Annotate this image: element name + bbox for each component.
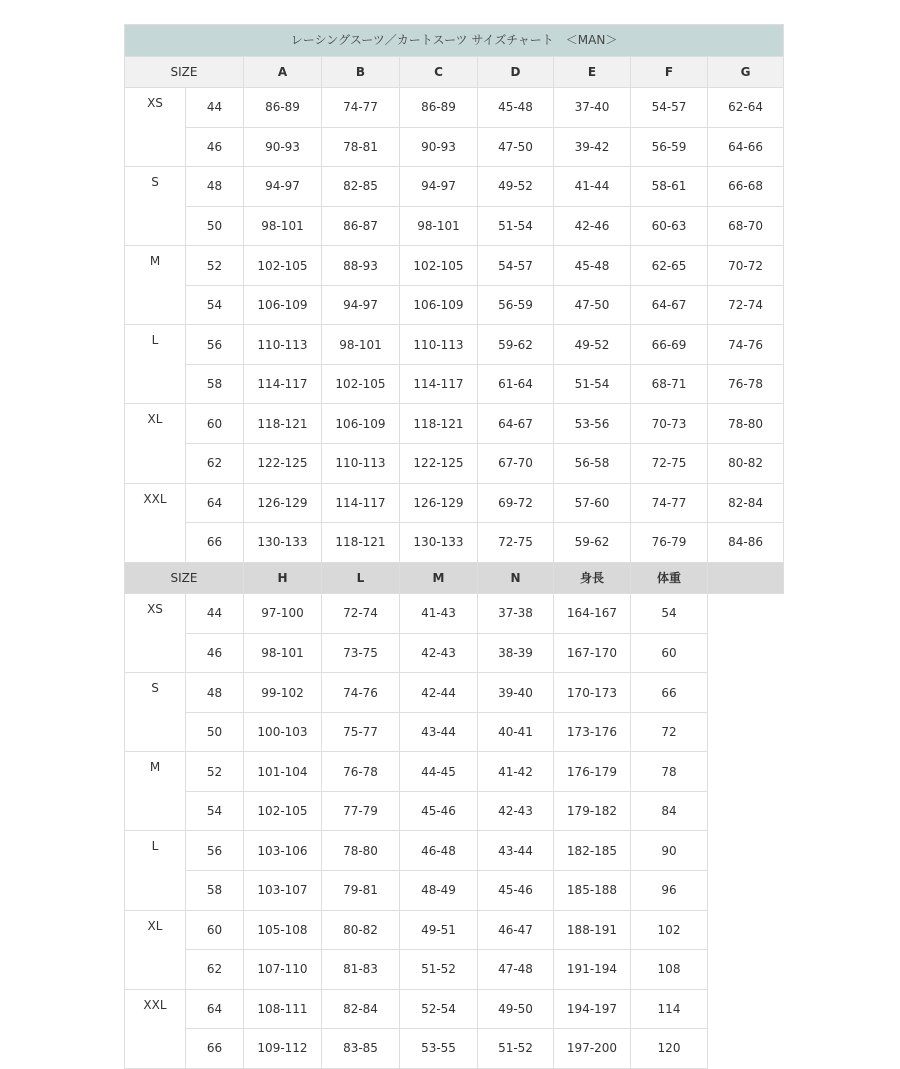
measurement-cell: 80-82 — [708, 444, 784, 484]
measurement-cell: 103-106 — [244, 831, 322, 871]
measurement-cell: 68-70 — [708, 206, 784, 246]
measurement-cell: 60 — [631, 633, 708, 673]
measurement-cell: 106-109 — [322, 404, 400, 444]
measurement-cell: 173-176 — [554, 712, 631, 752]
measurement-cell: 103-107 — [244, 871, 322, 911]
measurement-cell: 98-101 — [244, 206, 322, 246]
empty-cell — [708, 831, 784, 871]
column-header: 体重 — [631, 562, 708, 594]
table-row — [125, 88, 784, 128]
measurement-cell: 102-105 — [322, 364, 400, 404]
measurement-cell: 62-64 — [708, 88, 784, 128]
measurement-cell: 45-48 — [478, 88, 554, 128]
measurement-cell: 118-121 — [322, 523, 400, 563]
measurement-cell: 37-38 — [478, 594, 554, 634]
measurement-cell: 96 — [631, 871, 708, 911]
measurement-cell: 72-75 — [478, 523, 554, 563]
measurement-cell: 42-43 — [478, 791, 554, 831]
column-header: B — [322, 56, 400, 88]
measurement-cell: 110-113 — [400, 325, 478, 365]
measurement-cell: 98-101 — [322, 325, 400, 365]
size-label — [125, 791, 186, 831]
size-label: S — [125, 673, 186, 713]
size-label — [125, 523, 186, 563]
table-row — [125, 633, 784, 673]
table-row — [125, 752, 784, 792]
size-number: 62 — [186, 444, 244, 484]
measurement-cell: 179-182 — [554, 791, 631, 831]
table-row — [125, 712, 784, 752]
measurement-cell: 106-109 — [244, 285, 322, 325]
size-number: 50 — [186, 712, 244, 752]
size-label — [125, 364, 186, 404]
measurement-cell: 47-50 — [554, 285, 631, 325]
measurement-cell: 90 — [631, 831, 708, 871]
size-label — [125, 871, 186, 911]
measurement-cell: 56-59 — [478, 285, 554, 325]
measurement-cell: 45-48 — [554, 246, 631, 286]
measurement-cell: 72-74 — [322, 594, 400, 634]
measurement-cell: 78-80 — [322, 831, 400, 871]
measurement-cell: 126-129 — [400, 483, 478, 523]
measurement-cell: 94-97 — [400, 167, 478, 207]
size-label: S — [125, 167, 186, 207]
empty-cell — [708, 594, 784, 634]
measurement-cell: 88-93 — [322, 246, 400, 286]
measurement-cell: 102-105 — [400, 246, 478, 286]
measurement-cell: 77-79 — [322, 791, 400, 831]
table-row — [125, 127, 784, 167]
measurement-cell: 73-75 — [322, 633, 400, 673]
size-label: XS — [125, 88, 186, 128]
table-row — [125, 483, 784, 523]
measurement-cell: 69-72 — [478, 483, 554, 523]
measurement-cell: 59-62 — [554, 523, 631, 563]
size-label: XXL — [125, 483, 186, 523]
measurement-cell: 68-71 — [631, 364, 708, 404]
size-number: 54 — [186, 285, 244, 325]
measurement-cell: 98-101 — [244, 633, 322, 673]
measurement-cell: 54 — [631, 594, 708, 634]
measurement-cell: 176-179 — [554, 752, 631, 792]
table-row — [125, 523, 784, 563]
size-number: 58 — [186, 364, 244, 404]
column-header: 身長 — [554, 562, 631, 594]
size-number: 62 — [186, 950, 244, 990]
measurement-cell: 53-55 — [400, 1029, 478, 1069]
table-row — [125, 404, 784, 444]
table-row — [125, 831, 784, 871]
measurement-cell: 42-43 — [400, 633, 478, 673]
measurement-cell: 90-93 — [244, 127, 322, 167]
measurement-cell: 52-54 — [400, 989, 478, 1029]
measurement-cell: 45-46 — [400, 791, 478, 831]
measurement-cell: 98-101 — [400, 206, 478, 246]
measurement-cell: 49-51 — [400, 910, 478, 950]
measurement-cell: 72-75 — [631, 444, 708, 484]
measurement-cell: 41-43 — [400, 594, 478, 634]
table-row — [125, 167, 784, 207]
size-label — [125, 1029, 186, 1069]
size-number: 54 — [186, 791, 244, 831]
measurement-cell: 47-50 — [478, 127, 554, 167]
measurement-cell: 75-77 — [322, 712, 400, 752]
empty-cell — [708, 633, 784, 673]
column-header: L — [322, 562, 400, 594]
empty-cell — [708, 712, 784, 752]
measurement-cell: 64-67 — [478, 404, 554, 444]
measurement-cell: 70-72 — [708, 246, 784, 286]
column-header: D — [478, 56, 554, 88]
measurement-cell: 40-41 — [478, 712, 554, 752]
size-label: L — [125, 325, 186, 365]
measurement-cell: 49-52 — [554, 325, 631, 365]
size-label — [125, 950, 186, 990]
size-number: 52 — [186, 752, 244, 792]
measurement-cell: 48-49 — [400, 871, 478, 911]
size-label: XS — [125, 594, 186, 634]
measurement-cell: 66-68 — [708, 167, 784, 207]
measurement-cell: 49-52 — [478, 167, 554, 207]
table-row — [125, 1029, 784, 1069]
measurement-cell: 107-110 — [244, 950, 322, 990]
measurement-cell: 61-64 — [478, 364, 554, 404]
size-chart-table — [124, 24, 784, 1069]
measurement-cell: 83-85 — [322, 1029, 400, 1069]
measurement-cell: 49-50 — [478, 989, 554, 1029]
table-row — [125, 444, 784, 484]
measurement-cell: 194-197 — [554, 989, 631, 1029]
empty-cell — [708, 752, 784, 792]
measurement-cell: 110-113 — [244, 325, 322, 365]
measurement-cell: 105-108 — [244, 910, 322, 950]
measurement-cell: 114-117 — [400, 364, 478, 404]
measurement-cell: 54-57 — [478, 246, 554, 286]
size-label — [125, 444, 186, 484]
size-number: 60 — [186, 910, 244, 950]
measurement-cell: 46-48 — [400, 831, 478, 871]
measurement-cell: 41-42 — [478, 752, 554, 792]
measurement-cell: 41-44 — [554, 167, 631, 207]
measurement-cell: 57-60 — [554, 483, 631, 523]
measurement-cell: 66 — [631, 673, 708, 713]
measurement-cell: 86-89 — [244, 88, 322, 128]
measurement-cell: 197-200 — [554, 1029, 631, 1069]
measurement-cell: 62-65 — [631, 246, 708, 286]
empty-cell — [708, 910, 784, 950]
measurement-cell: 164-167 — [554, 594, 631, 634]
table-row — [125, 246, 784, 286]
size-number: 56 — [186, 325, 244, 365]
measurement-cell: 54-57 — [631, 88, 708, 128]
measurement-cell: 70-73 — [631, 404, 708, 444]
measurement-cell: 43-44 — [400, 712, 478, 752]
measurement-cell: 56-59 — [631, 127, 708, 167]
measurement-cell: 64-66 — [708, 127, 784, 167]
measurement-cell: 100-103 — [244, 712, 322, 752]
table-row — [125, 594, 784, 634]
measurement-cell: 82-85 — [322, 167, 400, 207]
table-row — [125, 673, 784, 713]
column-header: G — [708, 56, 784, 88]
size-number: 52 — [186, 246, 244, 286]
size-label — [125, 633, 186, 673]
empty-cell — [708, 871, 784, 911]
table1-header-row — [125, 56, 784, 88]
size-label: XL — [125, 910, 186, 950]
size-number: 58 — [186, 871, 244, 911]
measurement-cell: 81-83 — [322, 950, 400, 990]
measurement-cell: 72-74 — [708, 285, 784, 325]
empty-cell — [708, 791, 784, 831]
measurement-cell: 110-113 — [322, 444, 400, 484]
size-number: 64 — [186, 483, 244, 523]
size-number: 48 — [186, 673, 244, 713]
column-header: N — [478, 562, 554, 594]
measurement-cell: 74-77 — [631, 483, 708, 523]
size-label: XL — [125, 404, 186, 444]
measurement-cell: 80-82 — [322, 910, 400, 950]
measurement-cell: 185-188 — [554, 871, 631, 911]
size-label: L — [125, 831, 186, 871]
measurement-cell: 42-44 — [400, 673, 478, 713]
size-label — [125, 127, 186, 167]
measurement-cell: 118-121 — [400, 404, 478, 444]
measurement-cell: 106-109 — [400, 285, 478, 325]
measurement-cell: 130-133 — [244, 523, 322, 563]
column-header: E — [554, 56, 631, 88]
size-number: 46 — [186, 633, 244, 673]
measurement-cell: 94-97 — [322, 285, 400, 325]
size-number: 60 — [186, 404, 244, 444]
measurement-cell: 102 — [631, 910, 708, 950]
measurement-cell: 64-67 — [631, 285, 708, 325]
measurement-cell: 45-46 — [478, 871, 554, 911]
size-number: 48 — [186, 167, 244, 207]
measurement-cell: 66-69 — [631, 325, 708, 365]
measurement-cell: 108 — [631, 950, 708, 990]
measurement-cell: 74-77 — [322, 88, 400, 128]
measurement-cell: 122-125 — [244, 444, 322, 484]
chart-title: レーシングスーツ／カートスーツ サイズチャート ＜MAN＞ — [125, 25, 784, 57]
column-header: C — [400, 56, 478, 88]
table-row — [125, 910, 784, 950]
measurement-cell: 76-78 — [322, 752, 400, 792]
measurement-cell: 82-84 — [322, 989, 400, 1029]
measurement-cell: 51-54 — [554, 364, 631, 404]
size-header: SIZE — [125, 562, 244, 594]
size-number: 46 — [186, 127, 244, 167]
measurement-cell: 114-117 — [322, 483, 400, 523]
measurement-cell: 108-111 — [244, 989, 322, 1029]
measurement-cell: 74-76 — [322, 673, 400, 713]
table-row — [125, 989, 784, 1029]
measurement-cell: 76-78 — [708, 364, 784, 404]
measurement-cell: 94-97 — [244, 167, 322, 207]
measurement-cell: 99-102 — [244, 673, 322, 713]
size-number: 44 — [186, 88, 244, 128]
measurement-cell: 39-40 — [478, 673, 554, 713]
empty-cell — [708, 673, 784, 713]
size-number: 66 — [186, 1029, 244, 1069]
empty-cell — [708, 1029, 784, 1069]
measurement-cell: 39-42 — [554, 127, 631, 167]
measurement-cell: 56-58 — [554, 444, 631, 484]
measurement-cell: 191-194 — [554, 950, 631, 990]
measurement-cell: 170-173 — [554, 673, 631, 713]
size-label: M — [125, 246, 186, 286]
empty-cell — [708, 989, 784, 1029]
measurement-cell: 109-112 — [244, 1029, 322, 1069]
measurement-cell: 114 — [631, 989, 708, 1029]
measurement-cell: 102-105 — [244, 246, 322, 286]
table-row — [125, 950, 784, 990]
measurement-cell: 182-185 — [554, 831, 631, 871]
measurement-cell: 38-39 — [478, 633, 554, 673]
measurement-cell: 118-121 — [244, 404, 322, 444]
measurement-cell: 82-84 — [708, 483, 784, 523]
measurement-cell: 167-170 — [554, 633, 631, 673]
size-header: SIZE — [125, 56, 244, 88]
measurement-cell: 79-81 — [322, 871, 400, 911]
measurement-cell: 42-46 — [554, 206, 631, 246]
measurement-cell: 47-48 — [478, 950, 554, 990]
measurement-cell: 51-52 — [400, 950, 478, 990]
measurement-cell: 67-70 — [478, 444, 554, 484]
measurement-cell: 78-81 — [322, 127, 400, 167]
measurement-cell: 86-89 — [400, 88, 478, 128]
size-number: 44 — [186, 594, 244, 634]
table-row — [125, 791, 784, 831]
measurement-cell: 130-133 — [400, 523, 478, 563]
table-row — [125, 285, 784, 325]
size-label — [125, 206, 186, 246]
measurement-cell: 126-129 — [244, 483, 322, 523]
measurement-cell: 101-104 — [244, 752, 322, 792]
size-number: 56 — [186, 831, 244, 871]
table-row — [125, 206, 784, 246]
measurement-cell: 102-105 — [244, 791, 322, 831]
column-header: F — [631, 56, 708, 88]
size-label — [125, 712, 186, 752]
size-label: XXL — [125, 989, 186, 1029]
measurement-cell: 72 — [631, 712, 708, 752]
size-number: 50 — [186, 206, 244, 246]
measurement-cell: 58-61 — [631, 167, 708, 207]
measurement-cell: 114-117 — [244, 364, 322, 404]
header-filler — [708, 562, 784, 594]
measurement-cell: 86-87 — [322, 206, 400, 246]
measurement-cell: 51-52 — [478, 1029, 554, 1069]
measurement-cell: 76-79 — [631, 523, 708, 563]
title-row — [125, 25, 784, 57]
measurement-cell: 188-191 — [554, 910, 631, 950]
measurement-cell: 59-62 — [478, 325, 554, 365]
size-label — [125, 285, 186, 325]
table-row — [125, 871, 784, 911]
size-number: 66 — [186, 523, 244, 563]
measurement-cell: 44-45 — [400, 752, 478, 792]
column-header: A — [244, 56, 322, 88]
measurement-cell: 46-47 — [478, 910, 554, 950]
measurement-cell: 74-76 — [708, 325, 784, 365]
column-header: H — [244, 562, 322, 594]
size-label: M — [125, 752, 186, 792]
measurement-cell: 90-93 — [400, 127, 478, 167]
measurement-cell: 37-40 — [554, 88, 631, 128]
measurement-cell: 97-100 — [244, 594, 322, 634]
measurement-cell: 84 — [631, 791, 708, 831]
measurement-cell: 60-63 — [631, 206, 708, 246]
measurement-cell: 53-56 — [554, 404, 631, 444]
measurement-cell: 84-86 — [708, 523, 784, 563]
measurement-cell: 122-125 — [400, 444, 478, 484]
measurement-cell: 51-54 — [478, 206, 554, 246]
measurement-cell: 120 — [631, 1029, 708, 1069]
size-number: 64 — [186, 989, 244, 1029]
measurement-cell: 78-80 — [708, 404, 784, 444]
measurement-cell: 78 — [631, 752, 708, 792]
column-header: M — [400, 562, 478, 594]
table2-header-row — [125, 562, 784, 594]
empty-cell — [708, 950, 784, 990]
table-row — [125, 325, 784, 365]
table-row — [125, 364, 784, 404]
measurement-cell: 43-44 — [478, 831, 554, 871]
